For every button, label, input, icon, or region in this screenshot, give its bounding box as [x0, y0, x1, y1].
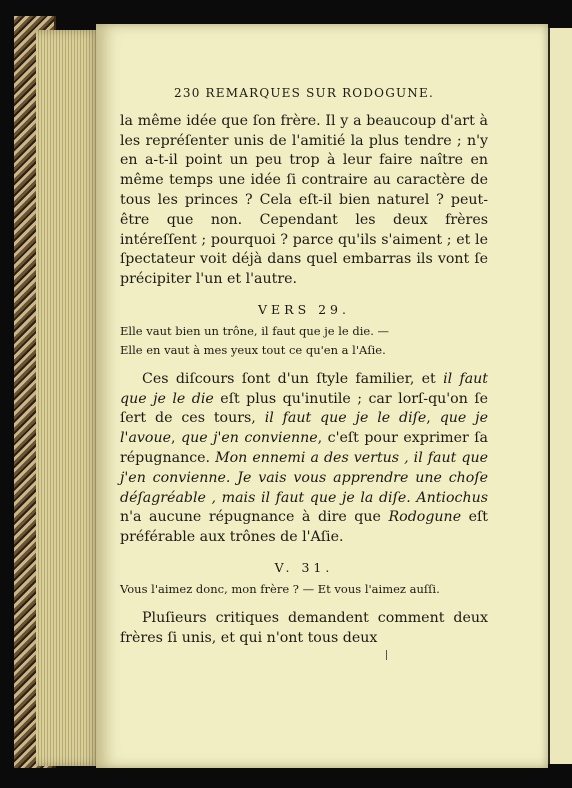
- text-run: n'a aucune répugnance à dire que: [120, 509, 389, 526]
- verse-29-line-1: Elle vaut bien un trône, il faut que je le die. —: [120, 323, 390, 338]
- italic-run: il faut que je le diſe: [264, 410, 427, 427]
- text-run: ,: [171, 430, 181, 447]
- text-run: ,: [426, 410, 440, 427]
- paragraph-2: [120, 370, 488, 548]
- italic-run: Rodogune: [388, 509, 462, 526]
- verse-heading-29: VERS 29.: [258, 301, 350, 317]
- facing-page-edge: [548, 28, 572, 764]
- page-text: [120, 84, 488, 648]
- verse-29-line-2: Elle en vaut à mes yeux tout ce qu'en a l'Aſie.: [120, 342, 386, 357]
- page-edges: [36, 30, 100, 766]
- pencil-mark: [386, 650, 387, 660]
- text-run: , c'eſt pour exprimer ſa répugnance.: [120, 430, 488, 466]
- text-run: eſt préférable aux trônes de l'Aſie.: [120, 509, 488, 546]
- running-header: 230 REMARQUES SUR RODOGUNE.: [174, 86, 434, 100]
- italic-run: Antiochus: [416, 489, 489, 506]
- paragraph-1: la même idée que ſon frère. Il y a beaucoup d'art à les repréſenter unis de l'amitié la plus tendre ; n'y en a-t-il point un peu trop à leur faire naître en même temps une idée ſi contraire au caractère de tous les princes ? Cela eſt-il bien naturel ? peut-être que non. Cependant les deux frères intéreſſent ; pourquoi ? parce qu'ils s'aiment ; et le ſpectateur voit déjà dans quel embarras ils vont ſe précipiter l'un et l'autre.: [120, 112, 488, 288]
- verse-31-line: Vous l'aimez donc, mon frère ? — Et vous l'aimez auſſi.: [120, 581, 440, 596]
- paragraph-3: Pluſieurs critiques demandent comment deux frères ſi unis, et qui n'ont tous deux: [120, 609, 488, 646]
- text-run: eſt plus qu'inutile ; car lorſ-qu'on ſe ſert de ces tours,: [120, 390, 488, 427]
- italic-run: que je l'avoue: [120, 410, 488, 447]
- verse-heading-31: V. 31.: [274, 559, 334, 575]
- text-run: Ces diſcours ſont d'un ſtyle familier, et: [142, 370, 444, 387]
- italic-run: que j'en convienne: [181, 430, 318, 447]
- italic-run: il faut que je le die: [120, 370, 488, 407]
- italic-run: Mon ennemi a des vertus , il faut que j'en convienne. Je vais vous apprendre une choſe déſagréable , mais il faut que je la diſe.: [120, 449, 488, 506]
